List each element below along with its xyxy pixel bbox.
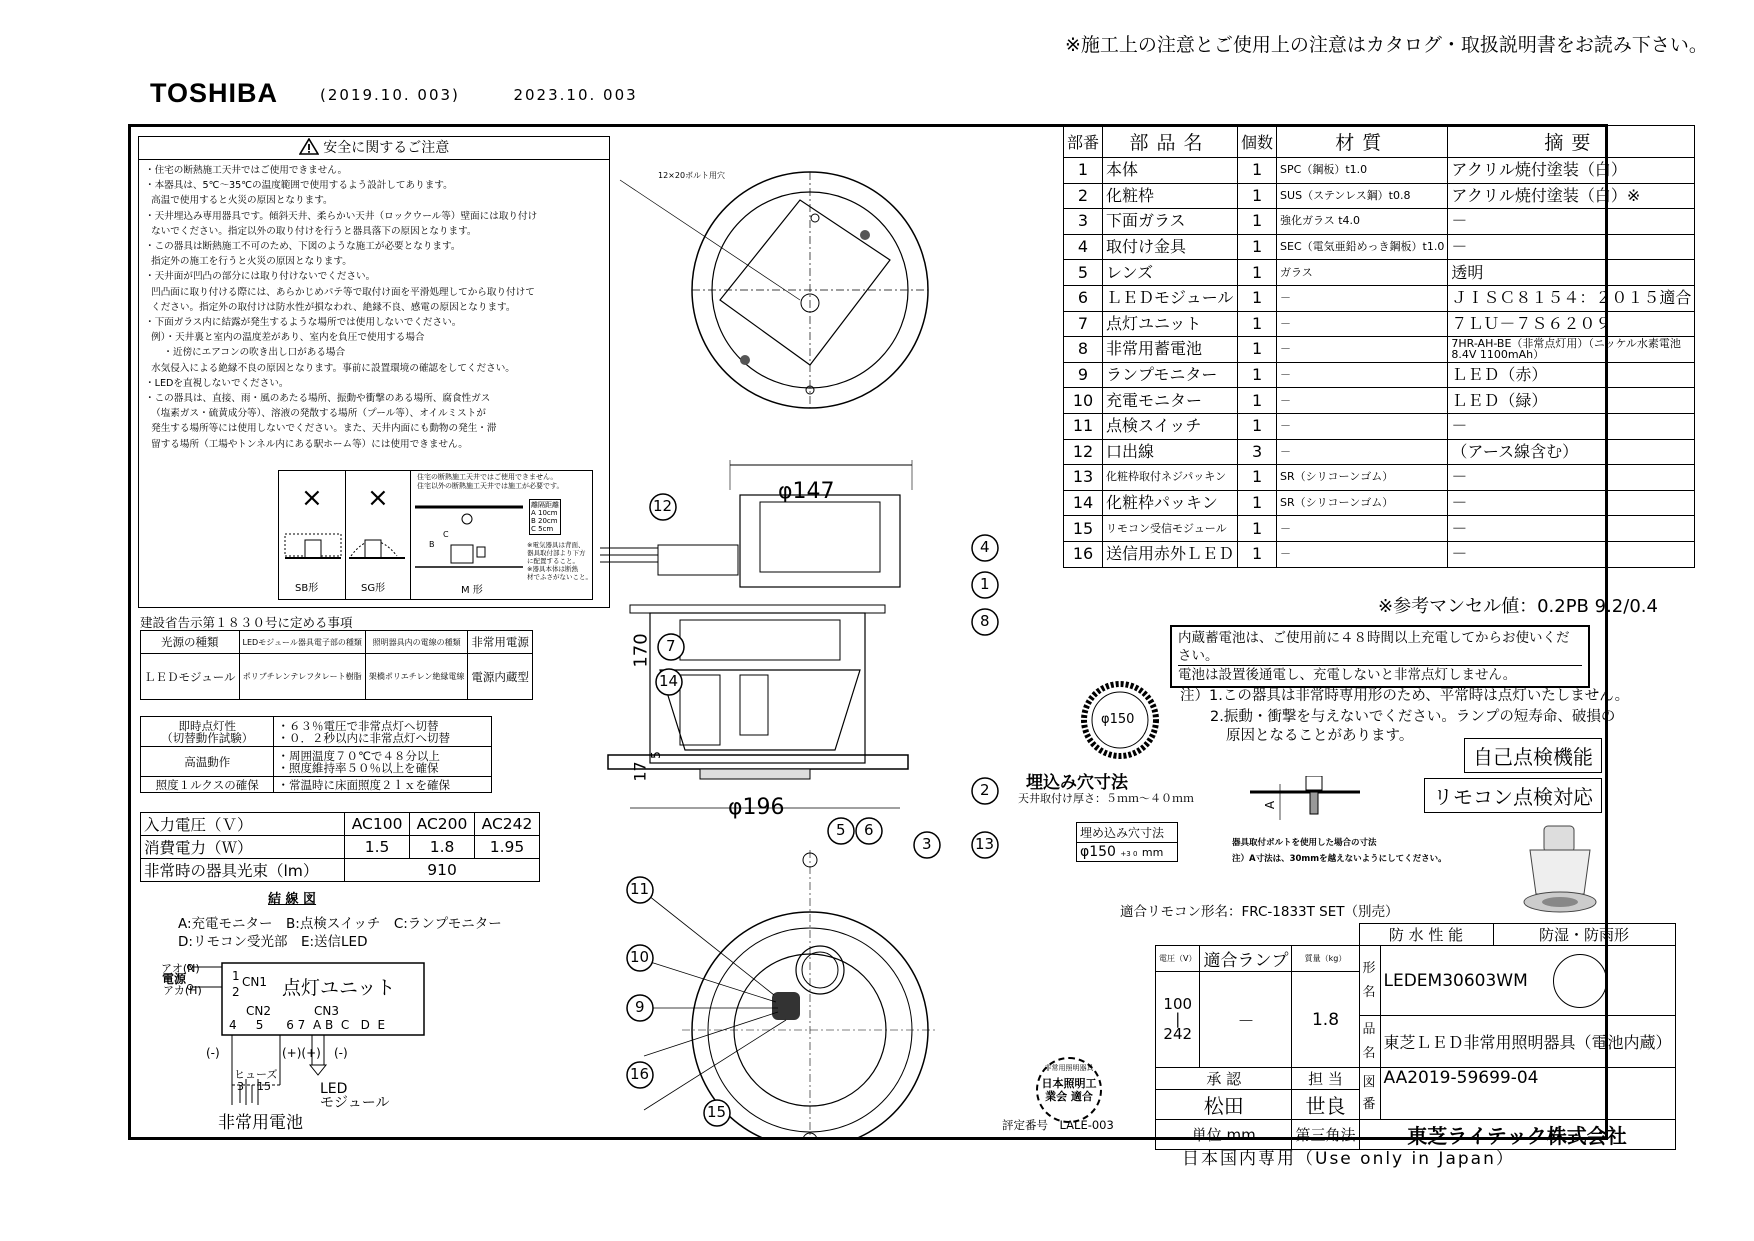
part-no: 8 xyxy=(1064,337,1103,363)
parts-h-no: 部番 xyxy=(1064,126,1103,158)
parts-row xyxy=(1064,337,1695,363)
perf-label-2: 高温動作 xyxy=(141,747,274,777)
part-no: 2 xyxy=(1064,183,1103,209)
elec-head-ac200: AC200 xyxy=(410,813,475,836)
perf-label-3: 照度１ルクスの確保 xyxy=(141,777,274,793)
wiring-h: アカ(H) xyxy=(163,984,202,997)
part-material: SR（シリコーンゴム） xyxy=(1277,465,1448,491)
perf-value-3: ・常温時に床面照度２ｌｘを確保 xyxy=(274,777,492,793)
parts-row xyxy=(1064,413,1695,439)
parts-row xyxy=(1064,465,1695,491)
parts-table xyxy=(1063,125,1695,568)
parts-row xyxy=(1064,541,1695,567)
charge-person: 世良 xyxy=(1292,1090,1359,1120)
kenchiku-v1: ＬＥＤモジュール xyxy=(141,654,240,700)
wiring-pin2: 2 xyxy=(232,985,240,999)
label-a: A xyxy=(1263,800,1278,810)
part-name: 送信用赤外ＬＥＤ xyxy=(1103,541,1238,567)
part-no: 7 xyxy=(1064,311,1103,337)
part-name: 点灯ユニット xyxy=(1103,311,1238,337)
part-summary: － xyxy=(1448,234,1695,260)
wiring-pin5: 5 xyxy=(264,1080,271,1093)
bolt-sketch xyxy=(1210,776,1360,836)
svg-text:C: C xyxy=(443,530,449,539)
title-block xyxy=(1155,923,1676,1150)
wiring-pin3: 3 xyxy=(237,1080,244,1093)
part-name: 充電モニター xyxy=(1103,388,1238,414)
part-name: 下面ガラス xyxy=(1103,209,1238,235)
note-1: 注）1.この器具は非常時専用形のため、平常時は点灯いたしません。 xyxy=(1180,688,1630,704)
dim-196: φ196 xyxy=(728,795,785,820)
parts-row xyxy=(1064,234,1695,260)
part-no: 13 xyxy=(1064,465,1103,491)
part-no: 9 xyxy=(1064,362,1103,388)
part-no: 1 xyxy=(1064,158,1103,184)
voltage-value: 100 | 242 xyxy=(1156,972,1200,1068)
wiring-title: 結 線 図 xyxy=(268,892,317,907)
part-material: SUS（ステンレス鋼）t0.8 xyxy=(1277,183,1448,209)
svg-text:B: B xyxy=(429,540,435,549)
bolt-note-1: 器具取付ボルトを使用した場合の寸法 xyxy=(1232,838,1377,848)
bolt-note-2: 注）A寸法は、30mmを越えないようにしてください。 xyxy=(1232,854,1447,864)
model-label: 形名 xyxy=(1359,946,1380,1016)
callout-12: 12 xyxy=(648,492,678,526)
label-m: M 形 xyxy=(461,585,483,596)
parts-h-summary: 摘要 xyxy=(1448,126,1695,158)
part-summary: － xyxy=(1448,209,1695,235)
product-name: 東芝ＬＥＤ非常用照明器具（電池内蔵） xyxy=(1380,1016,1675,1068)
callout-10: 10 xyxy=(625,943,655,977)
drawing-number: AA2019-59699-04 xyxy=(1380,1068,1675,1120)
parts-row xyxy=(1064,388,1695,414)
company-name: 東芝ライテック株式会社 xyxy=(1359,1120,1675,1150)
perf-label-1: 即時点灯性 （切替動作試験） xyxy=(141,717,274,747)
kenchiku-h1: 光源の種類 xyxy=(141,631,240,654)
label-sg: SG形 xyxy=(361,583,386,594)
hole-value: φ150 xyxy=(1080,844,1116,860)
electrical-table xyxy=(140,812,540,882)
part-no: 14 xyxy=(1064,490,1103,516)
parts-row xyxy=(1064,260,1695,286)
diagram-note-top: 住宅の断熱施工天井ではご使用できません。 住宅以外の断熱施工天井では施工が必要です。 xyxy=(417,473,564,490)
part-name: リモコン受信モジュール xyxy=(1103,516,1238,542)
lamp-label: 適合ランプ xyxy=(1200,946,1292,972)
parts-h-name: 部品名 xyxy=(1103,126,1238,158)
wiring-cn2: CN2 xyxy=(246,1004,271,1018)
part-qty: 1 xyxy=(1238,362,1277,388)
part-material: － xyxy=(1277,439,1448,465)
kenchiku-table xyxy=(140,630,533,700)
lamp-value: － xyxy=(1200,972,1292,1068)
part-no: 5 xyxy=(1064,260,1103,286)
part-qty: 1 xyxy=(1238,541,1277,567)
parts-row xyxy=(1064,285,1695,311)
cross-sg: × xyxy=(367,483,389,513)
part-material: － xyxy=(1277,285,1448,311)
part-summary: ＪＩＳＣ８１５４：２０１５適合 xyxy=(1448,285,1695,311)
part-name: 取付け金具 xyxy=(1103,234,1238,260)
clearance-table xyxy=(529,499,561,535)
remote-check-badge: リモコン点検対応 xyxy=(1424,778,1602,813)
part-material: － xyxy=(1277,311,1448,337)
wiring-minus-1: (-) xyxy=(206,1046,220,1060)
part-qty: 1 xyxy=(1238,490,1277,516)
part-name: ＬＥＤモジュール xyxy=(1103,285,1238,311)
safety-title: 安全に関するご注意 xyxy=(323,140,450,156)
part-material: SEC（電気亜鉛めっき鋼板）t1.0 xyxy=(1277,234,1448,260)
elec-head-ac100: AC100 xyxy=(345,813,410,836)
approver: 松田 xyxy=(1156,1090,1292,1120)
wiring-n: アオ(N) xyxy=(161,962,200,975)
part-name: 非常用蓄電池 xyxy=(1103,337,1238,363)
wiring-minus-2: (-) xyxy=(334,1046,348,1060)
kenchiku-h2: LEDモジュール器具電子部の種類 xyxy=(239,631,365,654)
perf-value-1: ・６３％電圧で非常点灯へ切替 ・０．２秒以内に非常点灯へ切替 xyxy=(274,717,492,747)
callout-16: 16 xyxy=(625,1060,655,1094)
part-summary: － xyxy=(1448,541,1695,567)
part-name: 点検スイッチ xyxy=(1103,413,1238,439)
part-no: 6 xyxy=(1064,285,1103,311)
elec-power-label: 消費電力（Ｗ） xyxy=(141,836,345,859)
part-summary: ＬＥＤ（緑） xyxy=(1448,388,1695,414)
part-material: － xyxy=(1277,541,1448,567)
parts-row xyxy=(1064,516,1695,542)
performance-table xyxy=(140,716,492,793)
part-summary: 7HR-AH-BE（非常点灯用）（ニッケル水素電池 8.4V 1100mAh） xyxy=(1448,337,1695,363)
part-no: 11 xyxy=(1064,413,1103,439)
catalog-notice: ※施工上の注意とご使用上の注意はカタログ・取扱説明書をお読み下さい。 xyxy=(1065,34,1708,56)
part-material: ガラス xyxy=(1277,260,1448,286)
part-qty: 1 xyxy=(1238,158,1277,184)
part-summary: 透明 xyxy=(1448,260,1695,286)
part-qty: 1 xyxy=(1238,388,1277,414)
part-no: 3 xyxy=(1064,209,1103,235)
wiring-pin1b: 1 xyxy=(257,1080,264,1093)
elec-power-100: 1.5 xyxy=(345,836,410,859)
callout-13: 13 xyxy=(970,830,1000,864)
wiring-cn1: CN1 xyxy=(242,975,267,989)
battery-note-1: 内蔵蓄電池は、ご使用前に４８時間以上充電してからお使いください。 xyxy=(1178,629,1582,666)
part-qty: 1 xyxy=(1238,311,1277,337)
part-name: レンズ xyxy=(1103,260,1238,286)
label-sb: SB形 xyxy=(295,583,319,594)
cert-number: 評定番号 LALE-003 xyxy=(1002,1118,1114,1132)
part-no: 16 xyxy=(1064,541,1103,567)
cert-mark-top: 非常用照明器具 xyxy=(1044,1064,1094,1072)
parts-row xyxy=(1064,362,1695,388)
callout-3: 3 xyxy=(912,830,942,864)
unit-label: 単位 mm xyxy=(1156,1120,1292,1150)
domestic-only: 日本国内専用（Use only in Japan） xyxy=(1182,1149,1515,1169)
callout-7: 7 xyxy=(656,632,686,666)
hole-tol: +3 0 xyxy=(1120,850,1138,858)
kenchiku-v3: 架橋ポリエチレン絶縁電線 xyxy=(365,654,467,700)
part-name: 化粧枠パッキン xyxy=(1103,490,1238,516)
fixture-photo xyxy=(1516,820,1606,920)
cross-sb: × xyxy=(301,483,323,513)
kenchiku-v4: 電源内蔵型 xyxy=(468,654,533,700)
callout-11: 11 xyxy=(625,875,655,909)
part-qty: 1 xyxy=(1238,413,1277,439)
part-summary: アクリル焼付塗装（白）※ xyxy=(1448,183,1695,209)
mass-label: 質量（kg） xyxy=(1292,946,1359,972)
clearance-head: 離隔距離 xyxy=(531,501,559,509)
part-name: 化粧枠取付ネジパッキン xyxy=(1103,465,1238,491)
parts-row xyxy=(1064,209,1695,235)
cert-mark xyxy=(1036,1057,1102,1123)
part-summary: （アース線含む） xyxy=(1448,439,1695,465)
product-label: 品名 xyxy=(1359,1016,1380,1068)
wiring-battery: 非常用電池 xyxy=(218,1113,303,1133)
part-summary: － xyxy=(1448,413,1695,439)
battery-note xyxy=(1170,625,1590,688)
diagram-note-side: ※電気器具は背面、 器具取付部より下方 に配置すること。 ※器具本体は断熱 材でふさがないこと。 xyxy=(527,541,592,581)
dim-5: 5 xyxy=(648,751,663,759)
part-material: － xyxy=(1277,362,1448,388)
callout-9: 9 xyxy=(625,993,655,1027)
part-material: SPC（鋼板）t1.0 xyxy=(1277,158,1448,184)
part-qty: 3 xyxy=(1238,439,1277,465)
hole-title: 埋め込み穴寸法 xyxy=(1077,823,1177,843)
dim-17: 17 xyxy=(630,761,650,782)
part-summary: ７ＬＵ－７Ｓ６２０９ xyxy=(1448,311,1695,337)
part-material: － xyxy=(1277,413,1448,439)
safety-title-bar xyxy=(139,137,609,160)
part-qty: 1 xyxy=(1238,465,1277,491)
elec-lumen: 910 xyxy=(345,859,540,882)
date-old: (2019.10. 003) xyxy=(320,86,460,104)
part-qty: 1 xyxy=(1238,183,1277,209)
part-summary: アクリル焼付塗装（白） xyxy=(1448,158,1695,184)
part-qty: 1 xyxy=(1238,337,1277,363)
installation-diagram xyxy=(278,470,593,600)
hole-unit: mm xyxy=(1141,846,1164,859)
wiring-plus: (+)(+) xyxy=(282,1046,321,1060)
toshiba-logo: TOSHIBA xyxy=(150,78,279,108)
model-circle xyxy=(1553,954,1607,1008)
parts-row xyxy=(1064,183,1695,209)
parts-h-qty: 個数 xyxy=(1238,126,1277,158)
bolt-hole-label: 12×20ボルト用穴 xyxy=(658,171,726,180)
model-value: LEDEM30603WM xyxy=(1383,970,1528,991)
dim-170: 170 xyxy=(630,633,652,668)
elec-lumen-label: 非常時の器具光束（lm） xyxy=(141,859,345,882)
wiring-fuse: ヒューズ xyxy=(234,1068,278,1081)
clearance-b: B 20cm xyxy=(531,517,558,525)
part-no: 12 xyxy=(1064,439,1103,465)
warning-triangle-icon xyxy=(299,138,319,155)
part-name: 本体 xyxy=(1103,158,1238,184)
drawing-label: 図番 xyxy=(1359,1068,1380,1120)
waterproof-value: 防湿・防雨形 xyxy=(1493,924,1675,946)
note-3: 原因となることがあります。 xyxy=(1226,728,1414,744)
model-name xyxy=(1380,946,1675,1016)
wiring-led: LED モジュール xyxy=(320,1081,390,1111)
parts-row xyxy=(1064,311,1695,337)
part-summary: ＬＥＤ（赤） xyxy=(1448,362,1695,388)
perf-value-2: ・周囲温度７０℃で４８分以上 ・照度維持率５０％以上を確保 xyxy=(274,747,492,777)
wiring-cn3: CN3 xyxy=(314,1004,339,1018)
part-qty: 1 xyxy=(1238,209,1277,235)
part-name: ランプモニター xyxy=(1103,362,1238,388)
wiring-pin1: 1 xyxy=(232,969,240,983)
kenchiku-h4: 非常用電源 xyxy=(468,631,533,654)
munsell-note: ※参考マンセル値：0.2PB 9.2/0.4 xyxy=(1378,596,1658,617)
sb-sg-sketch xyxy=(283,526,407,576)
cert-mark-text: 日本照明工業会 適合 xyxy=(1041,1077,1097,1103)
part-qty: 1 xyxy=(1238,285,1277,311)
part-material: 強化ガラス t4.0 xyxy=(1277,209,1448,235)
self-check-badge: 自己点検機能 xyxy=(1464,738,1602,773)
kenchiku-v2: ポリブチレンテレフタレート樹脂 xyxy=(239,654,365,700)
parts-row xyxy=(1064,439,1695,465)
callout-8: 8 xyxy=(970,607,1000,641)
waterproof-label: 防 水 性 能 xyxy=(1359,924,1493,946)
part-summary: － xyxy=(1448,516,1695,542)
callout-1: 1 xyxy=(970,570,1000,604)
part-name: 化粧枠 xyxy=(1103,183,1238,209)
part-material: SR（シリコーンゴム） xyxy=(1277,490,1448,516)
approve-label: 承 認 xyxy=(1156,1068,1292,1090)
charge-label: 担 当 xyxy=(1292,1068,1359,1090)
part-no: 4 xyxy=(1064,234,1103,260)
wiring-legend-2: D:リモコン受光部 E:送信LED xyxy=(178,934,368,950)
projection-label: 第三角法 xyxy=(1292,1120,1359,1150)
remocon-model: 適合リモコン形名：FRC-1833T SET（別売） xyxy=(1120,904,1399,920)
clearance-c: C 5cm xyxy=(531,525,554,533)
kenchiku-title: 建設省告示第１８３０号に定める事項 xyxy=(140,615,353,630)
elec-power-242: 1.95 xyxy=(475,836,540,859)
elec-head-voltage: 入力電圧（Ｖ） xyxy=(141,813,345,836)
dim-147: φ147 xyxy=(778,479,835,504)
safety-text: ・住宅の断熱施工天井ではご使用できません。 ・本器具は、5℃～35℃の温度範囲で使用するよう設計してあります。 高温で使用すると火災の原因となります。 ・天井埋込み専用器具です。傾斜天井、柔らかい天井（ロックウール等）壁面には取り付け ないでください。指定以外の取り付けを行うと器具落下の原因となります。 ・この器具は断熱施工不可のため、下図のような施工が必要となります。 指定外の施工を行うと火災の原因となります。 ・天井面が凹凸の部分には取り付けないでください。 凹凸面に取り付ける際には、あらかじめパテ等で取付け面を平滑処理してから取り付けて ください。指定外の取付けは防水性が損なわれ、絶縁不良、感電の原因となります。 ・下面ガラス内に結露が発生するような場所では使用しないでください。 例）・天井裏と室内の温度差があり、室内を負圧で使用する場合 ・近傍にエアコンの吹き出し口がある場合 水気侵入による絶縁不良の原因となります。事前に設置環境の確認をしてください。 ・LEDを直視しないでください。 ・この器具は、直接、雨・風のあたる場所、振動や衝撃のある場所、腐食性ガス （塩素ガス・硫黄成分等）、溶液の発散する場所（プール等）、オイルミストが 発生する場所等には使用しないでください。また、天井内面にも動物の発生・滞 留する場所（工場やトンネル内にある駅ホーム等）には使用できません。 xyxy=(145,165,538,450)
hole-box xyxy=(1076,822,1178,862)
part-material: － xyxy=(1277,337,1448,363)
part-qty: 1 xyxy=(1238,516,1277,542)
part-qty: 1 xyxy=(1238,234,1277,260)
callout-2: 2 xyxy=(970,776,1000,810)
wiring-pins: 4 5 6 7 A B C D E xyxy=(229,1018,386,1032)
part-no: 15 xyxy=(1064,516,1103,542)
wiring-power: 電源 xyxy=(162,972,187,986)
part-summary: － xyxy=(1448,490,1695,516)
wiring-unit-label: 点灯ユニット xyxy=(282,977,396,999)
callout-5: 5 xyxy=(826,816,856,850)
callout-4: 4 xyxy=(970,533,1000,567)
callout-14: 14 xyxy=(654,667,684,701)
part-name: 口出線 xyxy=(1103,439,1238,465)
clearance-a: A 10cm xyxy=(531,509,558,517)
elec-power-200: 1.8 xyxy=(410,836,475,859)
parts-h-material: 材質 xyxy=(1277,126,1448,158)
embed-title: 埋込み穴寸法 xyxy=(1026,773,1128,793)
note-2: 2.振動・衝撃を与えないでください。ランプの短寿命、破損の xyxy=(1210,709,1616,725)
part-no: 10 xyxy=(1064,388,1103,414)
callout-15: 15 xyxy=(702,1098,732,1132)
date-new: 2023.10. 003 xyxy=(513,86,638,104)
part-material: － xyxy=(1277,516,1448,542)
m-type-sketch xyxy=(415,495,525,585)
embed-sub: 天井取付け厚さ：５ｍｍ～４０ｍｍ xyxy=(1018,792,1194,805)
parts-row xyxy=(1064,490,1695,516)
mass-value: 1.8 xyxy=(1292,972,1359,1068)
kenchiku-h3: 照明器具内の電線の種類 xyxy=(365,631,467,654)
battery-note-2: 電池は設置後通電し、充電しないと非常点灯しません。 xyxy=(1178,667,1517,683)
voltage-label: 電圧（V） xyxy=(1156,946,1200,972)
wiring-legend-1: A:充電モニター B:点検スイッチ C:ランプモニター xyxy=(178,916,502,932)
callout-6: 6 xyxy=(854,816,884,850)
part-material: － xyxy=(1277,388,1448,414)
embed-dim: φ150 xyxy=(1101,712,1135,727)
part-qty: 1 xyxy=(1238,260,1277,286)
elec-head-ac242: AC242 xyxy=(475,813,540,836)
revision-dates xyxy=(320,86,638,104)
part-summary: － xyxy=(1448,465,1695,491)
parts-row xyxy=(1064,158,1695,184)
